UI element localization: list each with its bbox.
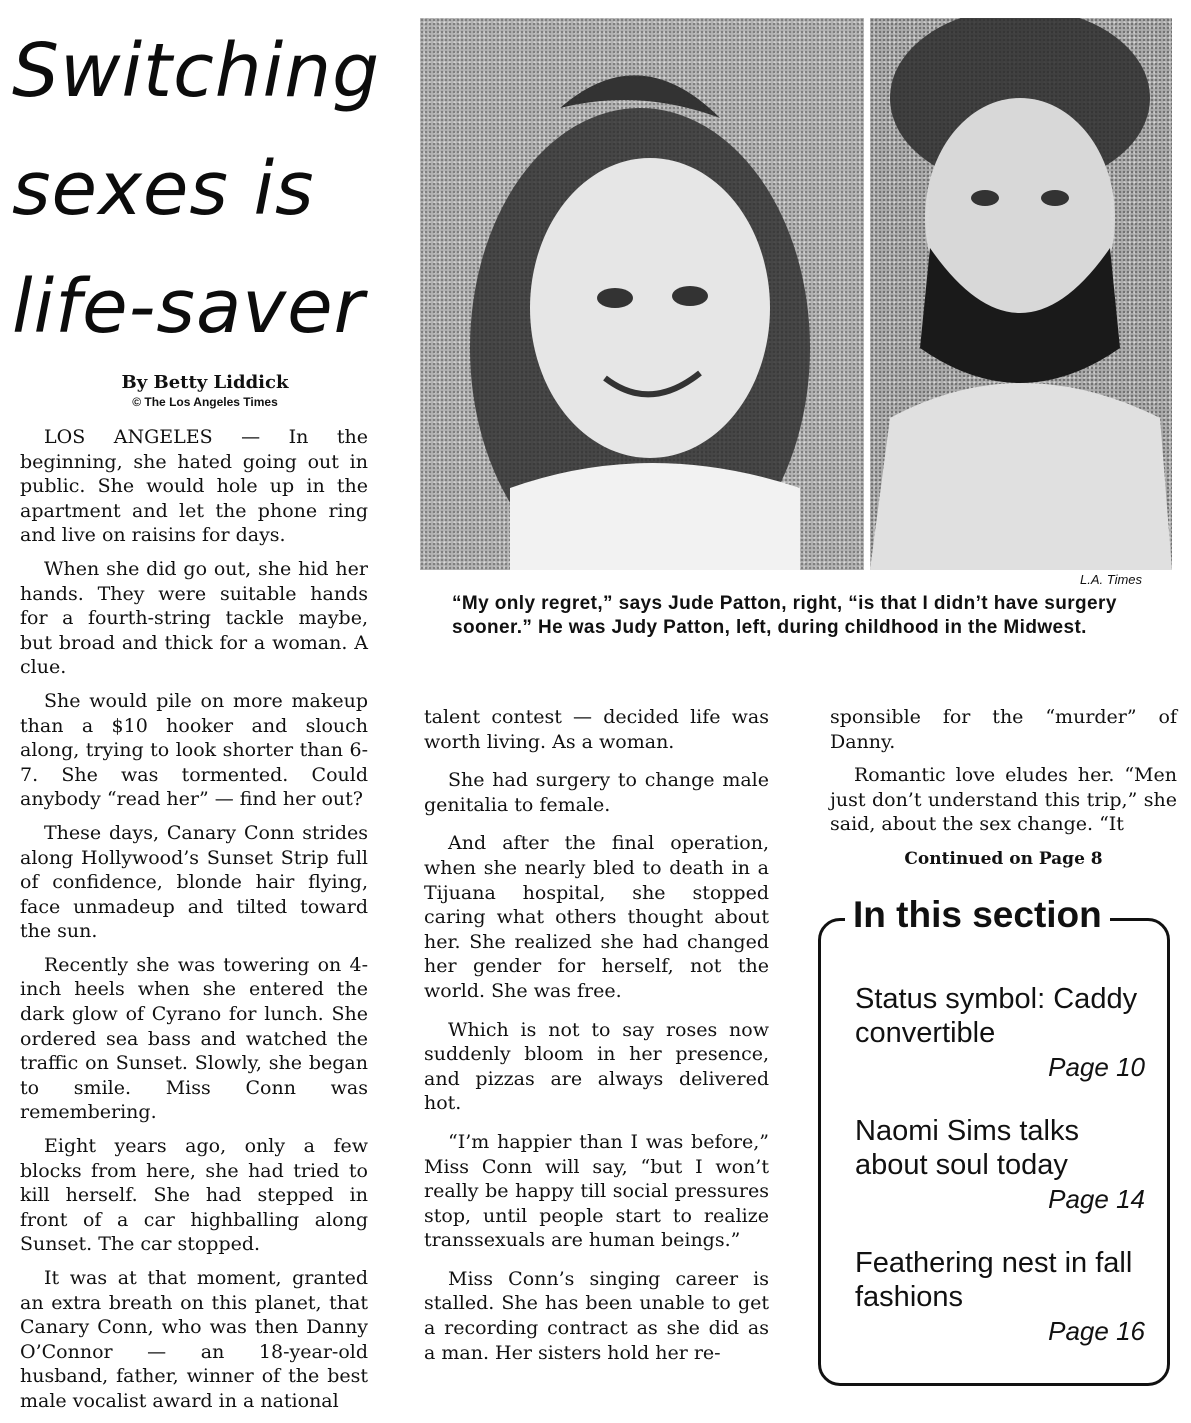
article-column-2 [424,705,769,1379]
paragraph: She had surgery to change male genitalia to female. [424,769,769,816]
headline [12,12,402,366]
section-entry-page: Page 10 [1048,1052,1145,1082]
byline-name: By Betty Liddick [121,372,289,393]
paragraph: Which is not to say roses now suddenly bloom in her presence, and pizzas are always delivered hot. [424,1018,769,1115]
headline-line-3: life-saver [12,264,366,350]
paragraph: Recently she was towering on 4-inch heels when she entered the dark glow of Cyrano for lunch. She ordered sea bass and watched the traffic on Sunset. Slowly, she began to smile. Miss Conn was remembering. [20,953,368,1124]
paragraph: When she did go out, she hid her hands. They were suitable hands for a fourth-string tackle maybe, but broad and thick for a woman. A clue. [20,557,368,679]
paragraph: These days, Canary Conn strides along Hollywood’s Sunset Strip full of confidence, blonde hair flying, face unmadeup and tilted toward the sun. [20,821,368,943]
photo-caption: “My only regret,” says Jude Patton, right, “is that I didn’t have surgery sooner.” He was Judy Patton, left, during childhood in the Midwest. [452,593,1117,638]
paragraph: It was at that moment, granted an extra breath on this planet, that Canary Conn, who was then Danny O’Connor — an 18-year-old husband, father, winner of the best male vocalist award in a national [20,1267,368,1412]
paragraph: She would pile on more makeup than a $10 hooker and slouch along, trying to look shorter than 6-7. She was tormented. Could anybody “read her” — find her out? [20,689,368,811]
photo-childhood [420,18,864,570]
byline-credit: © The Los Angeles Times [132,395,278,409]
photo-credit: L.A. Times [1080,572,1143,587]
child-portrait-illustration [420,18,864,570]
article-column-1 [20,425,368,1423]
continued-link[interactable]: Continued on Page 8 [904,848,1103,869]
section-entry-title: Naomi Sims talks about soul today [855,1115,1079,1181]
section-entry-title: Status symbol: Caddy convertible [855,983,1138,1049]
section-entry-title: Feathering nest in fall fashions [855,1247,1133,1313]
section-entry-page: Page 16 [1048,1316,1145,1346]
photo-adult [870,18,1172,570]
section-entry[interactable] [855,1114,1155,1216]
section-entry-page: Page 14 [1048,1184,1145,1214]
paragraph: And after the final operation, when she nearly bled to death in a Tijuana hospital, she stopped caring what others thought about her. She realized she had changed her gender for herself, not the world. She was free. [424,832,769,1002]
paragraph: Romantic love eludes her. “Men just don’t understand this trip,” she said, about the sex change. “It [830,764,1177,836]
section-entry[interactable] [855,1246,1155,1348]
headline-line-2: sexes is [12,146,315,232]
paragraph: “I’m happier than I was before,” Miss Conn will say, “but I won’t really be happy till social pressures stop, until people start to realize transsexuals are human beings.” [424,1130,769,1252]
in-this-section-title: In this section [845,894,1110,936]
section-entry[interactable] [855,982,1155,1084]
paragraph: sponsible for the “murder” of Danny. [830,706,1177,753]
paragraph: talent contest — decided life was worth living. As a woman. [424,706,769,753]
adult-portrait-illustration [870,18,1172,570]
article-column-3 [830,705,1177,881]
paragraph: LOS ANGELES — In the beginning, she hated going out in public. She would hole up in the apartment and let the phone ring and live on raisins for days. [20,426,368,547]
byline [40,372,370,409]
paragraph: Miss Conn’s singing career is stalled. She has been unable to get a recording contract as she did as a man. Her sisters hold her re- [424,1267,769,1364]
paragraph: Eight years ago, only a few blocks from here, she had tried to kill herself. She had stepped in front of a car highballing along Sunset. The car stopped. [20,1135,368,1256]
headline-line-1: Switching [12,28,381,114]
